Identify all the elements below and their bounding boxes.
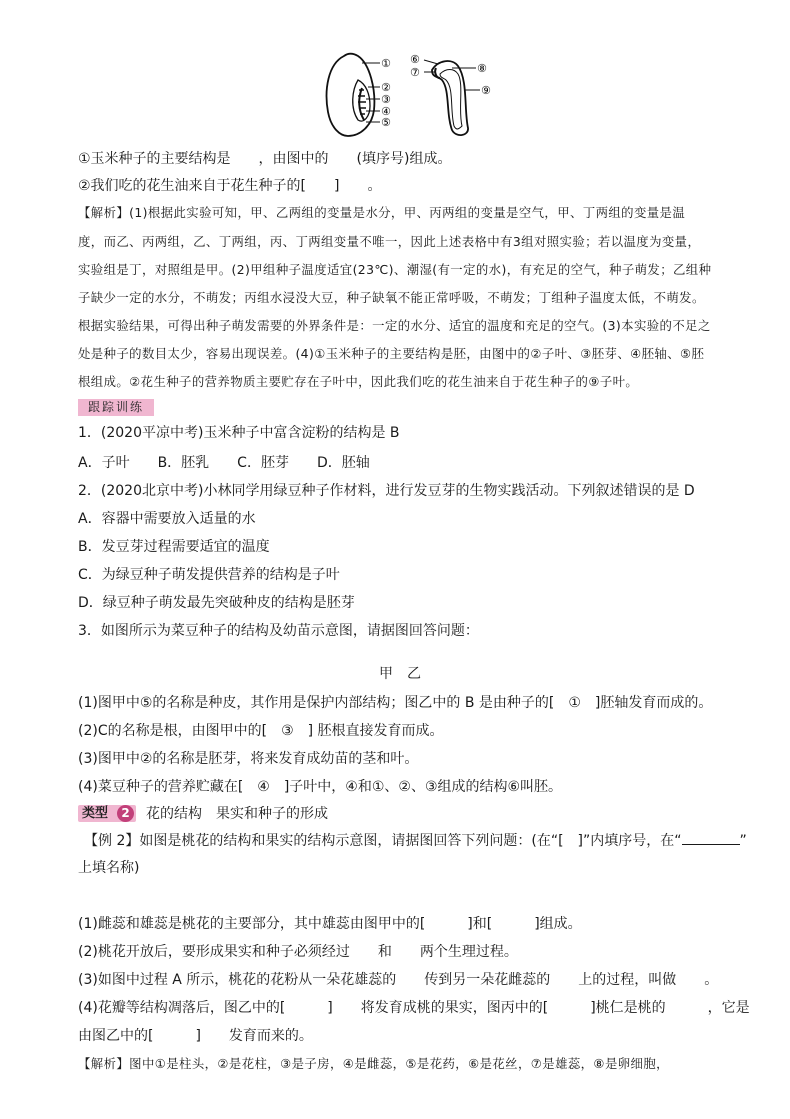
analysis-1-line-4: 子缺少一定的水分，不萌发；丙组水浸没大豆，种子缺氧不能正常呼吸，不萌发；丁组种子温度太低，不萌发。 xyxy=(78,290,705,305)
example-2-part-4-line-2: 由图乙中的[ ] 发育而来的。 xyxy=(78,1028,313,1044)
corn-label-2: ② xyxy=(381,81,391,94)
training-2-option-d: D．绿豆种子萌发最先突破种皮的结构是胚芽 xyxy=(78,595,355,611)
analysis-2-line-1: 【解析】图中①是柱头，②是花柱，③是子房，④是雌蕊，⑤是花药，⑥是花丝，⑦是雄蕊，⑧是卵细胞， xyxy=(78,1056,669,1071)
training-2-option-b: B．发豆芽过程需要适宜的温度 xyxy=(78,539,270,555)
question-4-part-2: ②我们吃的花生油来自于花生种子的[ ] 。 xyxy=(78,178,382,194)
training-3-part-4: (4)菜豆种子的营养贮藏在[ ④ ]子叶中，④和①、②、③组成的结构⑥叫胚。 xyxy=(78,779,563,795)
example-2-line-1 xyxy=(84,832,764,849)
type-title: 花的结构 果实和种子的形成 xyxy=(146,806,328,822)
analysis-1-line-2: 度，而乙、丙两组，乙、丁两组，丙、丁两组变量不唯一，因此上述表格中有3组对照实验；若以温度为变量， xyxy=(78,234,701,249)
seed-diagram xyxy=(318,50,518,140)
peanut-label-7: ⑦ xyxy=(410,66,420,79)
training-tag: 跟踪训练 xyxy=(78,399,154,416)
example-2-quote: ” xyxy=(739,833,747,849)
training-1-question: 1．(2020平凉中考)玉米种子中富含淀粉的结构是 B xyxy=(78,425,400,441)
example-2-part-2: (2)桃花开放后，要形成果实和种子必须经过 和 两个生理过程。 xyxy=(78,944,518,960)
training-2-option-c: C．为绿豆种子萌发提供营养的结构是子叶 xyxy=(78,567,340,583)
training-2-option-a: A．容器中需要放入适量的水 xyxy=(78,511,256,527)
training-2-question: 2．(2020北京中考)小林同学用绿豆种子作材料，进行发豆芽的生物实践活动。下列叙述错误的是 D xyxy=(78,483,695,499)
example-2-part-3: (3)如图中过程 A 所示，桃花的花粉从一朵花雄蕊的 传到另一朵花雌蕊的 上的过程，叫做 。 xyxy=(78,972,719,988)
analysis-1-line-5: 根据实验结果，可得出种子萌发需要的外界条件是：一定的水分、适宜的温度和充足的空气。(3)本实验的不足之 xyxy=(78,318,711,333)
example-2-text: 【例 2】如图是桃花的结构和果实的结构示意图，请据图回答下列问题：(在“[ ]”内填序号，在“ xyxy=(84,833,682,849)
blank-underline xyxy=(682,832,740,845)
peanut-label-8: ⑧ xyxy=(477,62,487,75)
training-1-options: A．子叶 B．胚乳 C．胚芽 D．胚轴 xyxy=(78,455,370,471)
type-badge-label: 类型 xyxy=(82,806,109,821)
corn-label-1: ① xyxy=(381,57,391,70)
analysis-1-line-6: 处是种子的数目太少，容易出现误差。(4)①玉米种子的主要结构是胚，由图中的②子叶、③胚芽、④胚轴、⑤胚 xyxy=(78,346,705,361)
peanut-label-6: ⑥ xyxy=(410,53,420,66)
question-4-part-1: ①玉米种子的主要结构是 ，由图中的 (填序号)组成。 xyxy=(78,151,452,167)
corn-label-4: ④ xyxy=(381,105,391,118)
analysis-1-line-3: 实验组是丁，对照组是甲。(2)甲组种子温度适宜(23℃)、潮湿(有一定的水)，有充足的空气，种子萌发；乙组种 xyxy=(78,262,712,277)
analysis-1-line-7: 根组成。②花生种子的营养物质主要贮存在子叶中，因此我们吃的花生油来自于花生种子的⑨子叶。 xyxy=(78,374,639,389)
peanut-label-9: ⑨ xyxy=(481,84,491,97)
training-3-part-1: (1)图甲中⑤的名称是种皮，其作用是保护内部结构；图乙中的 B 是由种子的[ ① ]胚轴发育而成的。 xyxy=(78,695,713,711)
figure-caption: 甲 乙 xyxy=(379,666,421,682)
analysis-1-line-1: 【解析】(1)根据此实验可知，甲、乙两组的变量是水分，甲、丙两组的变量是空气，甲、丁两组的变量是温 xyxy=(78,205,686,220)
training-3-question: 3．如图所示为菜豆种子的结构及幼苗示意图，请据图回答问题： xyxy=(78,623,479,639)
example-2-part-1: (1)雌蕊和雄蕊是桃花的主要部分，其中雄蕊由图甲中的[ ]和[ ]组成。 xyxy=(78,916,582,932)
corn-seed-figure xyxy=(327,54,391,136)
type-number: 2 xyxy=(117,805,134,822)
example-2-line-2: 上填名称) xyxy=(78,860,140,876)
training-3-part-3: (3)图甲中②的名称是胚芽，将来发育成幼苗的茎和叶。 xyxy=(78,751,419,767)
corn-label-5: ⑤ xyxy=(381,116,391,129)
peanut-seed-figure xyxy=(410,53,491,135)
training-3-part-2: (2)C的名称是根，由图甲中的[ ③ ] 胚根直接发育而成。 xyxy=(78,723,444,739)
corn-label-3: ③ xyxy=(381,93,391,106)
example-2-part-4-line-1: (4)花瓣等结构凋落后，图乙中的[ ] 将发育成桃的果实，图丙中的[ ]桃仁是桃的 ，它是 xyxy=(78,1000,750,1016)
